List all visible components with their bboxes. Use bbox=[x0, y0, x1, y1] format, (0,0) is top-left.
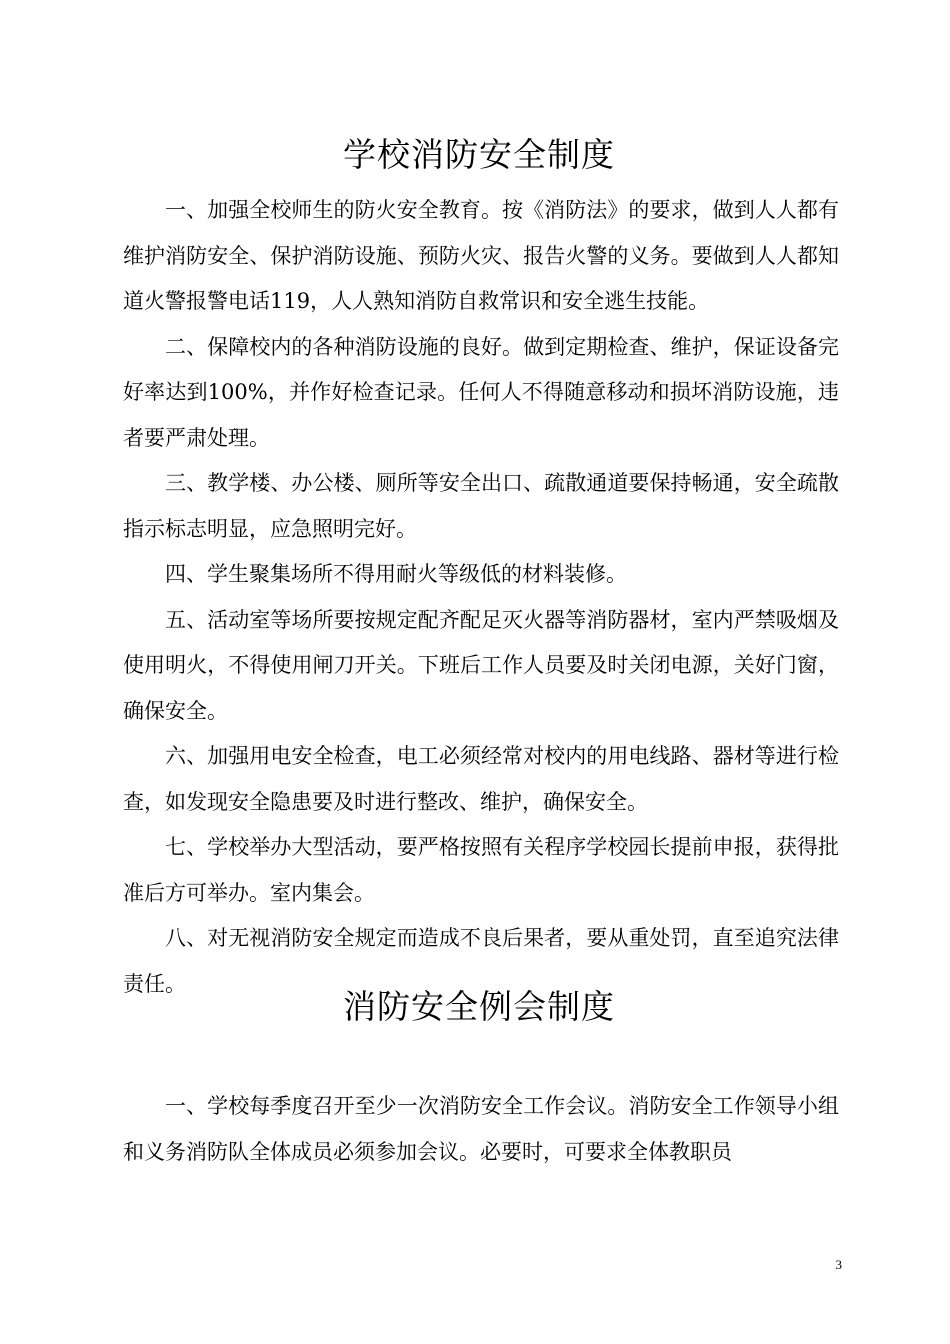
paragraph-8: 八、对无视消防安全规定而造成不良后果者，要从重处罚，直至追究法律责任。 bbox=[123, 926, 839, 996]
paragraph-7: 七、学校举办大型活动，要严格按照有关程序学校园长提前申报，获得批准后方可举办。室内集会。 bbox=[123, 835, 839, 905]
paragraph-6: 六、加强用电安全检查，电工必须经常对校内的用电线路、器材等进行检查，如发现安全隐患要及时进行整改、维护，确保安全。 bbox=[123, 744, 839, 814]
document-title-fire-safety-system: 学校消防安全制度 bbox=[343, 135, 615, 174]
paragraph-1: 一、加强全校师生的防火安全教育。按《消防法》的要求，做到人人都有维护消防安全、保护消防设施、预防火灾、报告火警的义务。要做到人人都知道火警报警电话119，人人熟知消防自救常识和安全逃生技能。 bbox=[123, 198, 839, 313]
page-number: 3 bbox=[835, 1257, 842, 1272]
paragraph-2: 二、保障校内的各种消防设施的良好。做到定期检查、维护，保证设备完好率达到100%，并作好检查记录。任何人不得随意移动和损坏消防设施，违者要严肃处理。 bbox=[123, 334, 839, 450]
fire-safety-meeting-section bbox=[123, 1084, 839, 1175]
document-title-fire-safety-meeting-system: 消防安全例会制度 bbox=[343, 987, 615, 1026]
paragraph-5: 五、活动室等场所要按规定配齐配足灭火器等消防器材，室内严禁吸烟及使用明火，不得使用闸刀开关。下班后工作人员要及时关闭电源，关好门窗，确保安全。 bbox=[123, 607, 839, 723]
paragraph-3: 三、教学楼、办公楼、厕所等安全出口、疏散通道要保持畅通，安全疏散指示标志明显，应急照明完好。 bbox=[123, 471, 839, 541]
paragraph-4: 四、学生聚集场所不得用耐火等级低的材料装修。 bbox=[165, 562, 627, 586]
paragraph-meeting-1: 一、学校每季度召开至少一次消防安全工作会议。消防安全工作领导小组和义务消防队全体成员必须参加会议。必要时，可要求全体教职员 bbox=[123, 1094, 839, 1164]
fire-safety-system-section bbox=[123, 188, 839, 1007]
